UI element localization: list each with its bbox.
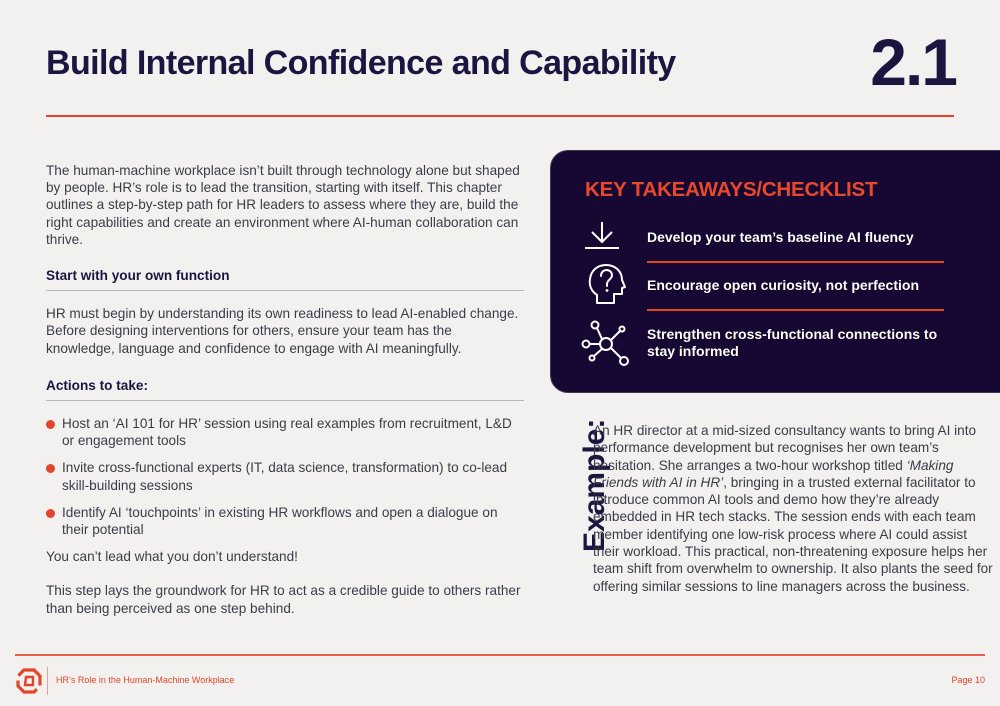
title-divider	[46, 115, 954, 117]
closing-paragraph: This step lays the groundwork for HR to act as a credible guide to others rather than being perceived as one step behind.	[46, 583, 521, 616]
network-nodes-icon	[581, 319, 631, 372]
action-text: Host an ‘AI 101 for HR’ session using real examples from recruitment, L&D or engagement tools	[62, 416, 512, 449]
bullet-dot-icon	[46, 420, 55, 429]
intro-paragraph: The human-machine workplace isn’t built through technology alone but shaped by people. HR’s role is to lead the transition, starting with itself. This chapter outlines a step-by-step path for HR leaders to assess where they are, build the right capabilities and create an environment where AI-human collaboration can thrive.	[46, 163, 520, 247]
action-item	[46, 415, 524, 449]
left-column	[46, 162, 524, 617]
brand-logo-icon	[16, 668, 42, 699]
takeaway-divider	[647, 261, 944, 263]
example-text	[593, 422, 993, 595]
download-arrow-icon	[581, 221, 623, 256]
section-heading-actions: Actions to take:	[46, 377, 524, 401]
takeaway-text: Strengthen cross-functional connections to stay informed	[647, 326, 938, 359]
action-text: Identify AI ‘touchpoints’ in existing HR workflows and open a dialogue on their potential	[62, 504, 498, 538]
bullet-dot-icon	[46, 509, 55, 518]
footer-separator	[47, 667, 48, 695]
takeaway-text: Encourage open curiosity, not perfection	[647, 277, 919, 293]
takeaway-divider	[647, 309, 944, 311]
action-item	[46, 504, 524, 538]
page-title: Build Internal Confidence and Capability	[46, 44, 676, 82]
example-text-start: An HR director at a mid-sized consultancy wants to bring AI into performance development but recognises her own team’s hesitation. She arranges a two-hour workshop titled	[593, 423, 977, 473]
section-heading-own-function: Start with your own function	[46, 267, 524, 291]
chapter-number: 2.1	[870, 25, 956, 99]
page-number: Page 10	[951, 675, 985, 685]
key-takeaways-panel	[550, 150, 1000, 393]
action-item	[46, 459, 524, 493]
takeaway-text: Develop your team’s baseline AI fluency	[647, 229, 914, 245]
footer-publication-title: HR’s Role in the Human-Machine Workplace	[56, 675, 235, 685]
section-body-own-function: HR must begin by understanding its own readiness to lead AI-enabled change. Before designing interventions for others, ensure your team has the knowledge, language and confidence to engage with AI meaningfully.	[46, 306, 519, 356]
example-label: Example:	[578, 418, 611, 552]
example-text-end: , bringing in a trusted external facilitator to introduce common AI tools and demo how they’re already embedded in HR tech stacks. The session ends with each team member identifying one low-risk process where AI could assist their workload. This practical, non-threatening exposure helps her team shift from overwhelm to ownership. It also plants the seed for offering similar sessions to line managers across the business.	[593, 474, 993, 594]
bullet-dot-icon	[46, 464, 55, 473]
closing-statement: You can’t lead what you don’t understand!	[46, 549, 298, 565]
actions-list	[46, 415, 524, 538]
workshop-title: ‘Making Friends with AI in HR’	[593, 457, 954, 490]
head-question-icon	[587, 263, 627, 310]
action-text: Invite cross-functional experts (IT, data science, transformation) to co-lead skill-building sessions	[62, 460, 508, 493]
footer-divider	[15, 654, 985, 656]
takeaways-title: KEY TAKEAWAYS/CHECKLIST	[585, 178, 878, 201]
